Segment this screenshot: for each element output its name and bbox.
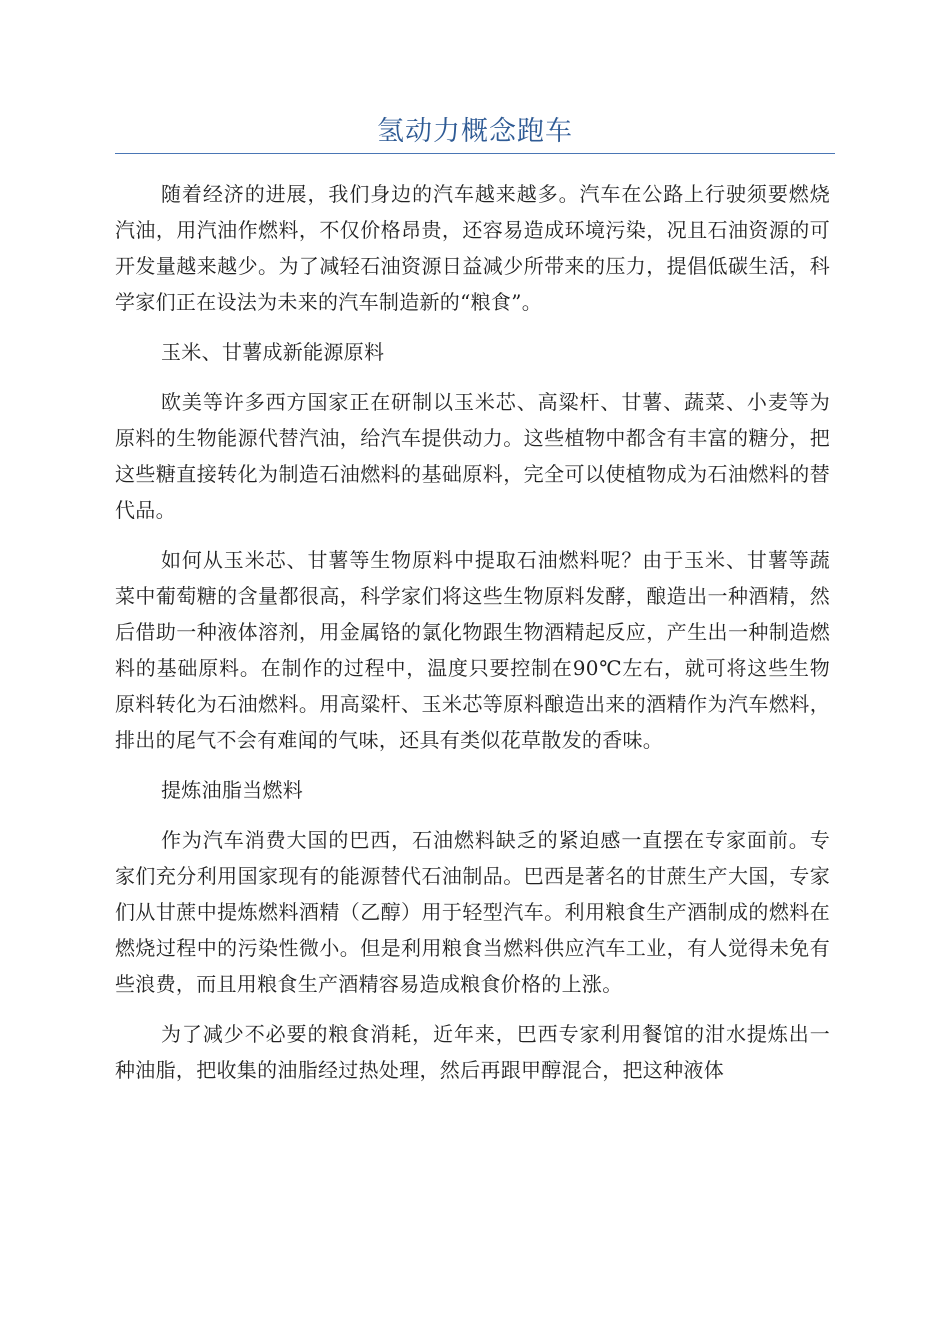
paragraph-spacer [115,370,830,384]
paragraph-restaurant-waste-oil: 为了减少不必要的粮食消耗，近年来，巴西专家利用餐馆的泔水提炼出一种油脂，把收集的油脂经过热处理，然后再跟甲醇混合，把这种液体 [115,1022,830,1082]
document-title: 氢动力概念跑车 [377,116,573,147]
section-heading-corn-sweet-potato: 玉米、甘薯成新能源原料 [161,340,385,364]
paragraph-spacer [115,808,830,822]
paragraph-intro: 随着经济的进展，我们身边的汽车越来越多。汽车在公路上行驶须要燃烧汽油，用汽油作燃料，不仅价格昂贵，还容易造成环境污染，况且石油资源的可开发量越来越少。为了减轻石油资源日益减少所带来的压力，提倡低碳生活，科学家们正在设法为未来的汽车制造新的“粮食”。 [115,182,830,314]
paragraph-western-research: 欧美等许多西方国家正在研制以玉米芯、高粱杆、甘薯、蔬菜、小麦等为原料的生物能源代替汽油，给汽车提供动力。这些植物中都含有丰富的糖分，把这些糖直接转化为制造石油燃料的基础原料，完全可以使植物成为石油燃料的替代品。 [115,390,830,522]
paragraph-fermentation-process: 如何从玉米芯、甘薯等生物原料中提取石油燃料呢？由于玉米、甘薯等蔬菜中葡萄糖的含量都很高，科学家们将这些生物原料发酵，酿造出一种酒精，然后借助一种液体溶剂，用金属铬的氯化物跟生物酒精起反应，产生出一种制造燃料的基础原料。在制作的过程中，温度只要控制在90℃左右，就可将这些生物原料转化为石油燃料。用高粱杆、玉米芯等原料酿造出来的酒精作为汽车燃料，排出的尾气不会有难闻的气味，还具有类似花草散发的香味。 [115,548,830,752]
section-heading-refining-grease: 提炼油脂当燃料 [161,778,304,802]
document-body [115,176,830,1088]
paragraph-brazil-ethanol: 作为汽车消费大国的巴西，石油燃料缺乏的紧迫感一直摆在专家面前。专家们充分利用国家现有的能源替代石油制品。巴西是著名的甘蔗生产大国，专家们从甘蔗中提炼燃料酒精（乙醇）用于轻型汽车。利用粮食生产酒制成的燃料在燃烧过程中的污染性微小。但是利用粮食当燃料供应汽车工业，有人觉得未免有些浪费，而且用粮食生产酒精容易造成粮食价格的上涨。 [115,828,830,996]
paragraph-spacer [115,528,830,542]
paragraph-spacer [115,320,830,334]
title-underline [115,153,835,154]
paragraph-spacer [115,1002,830,1016]
paragraph-spacer [115,758,830,772]
